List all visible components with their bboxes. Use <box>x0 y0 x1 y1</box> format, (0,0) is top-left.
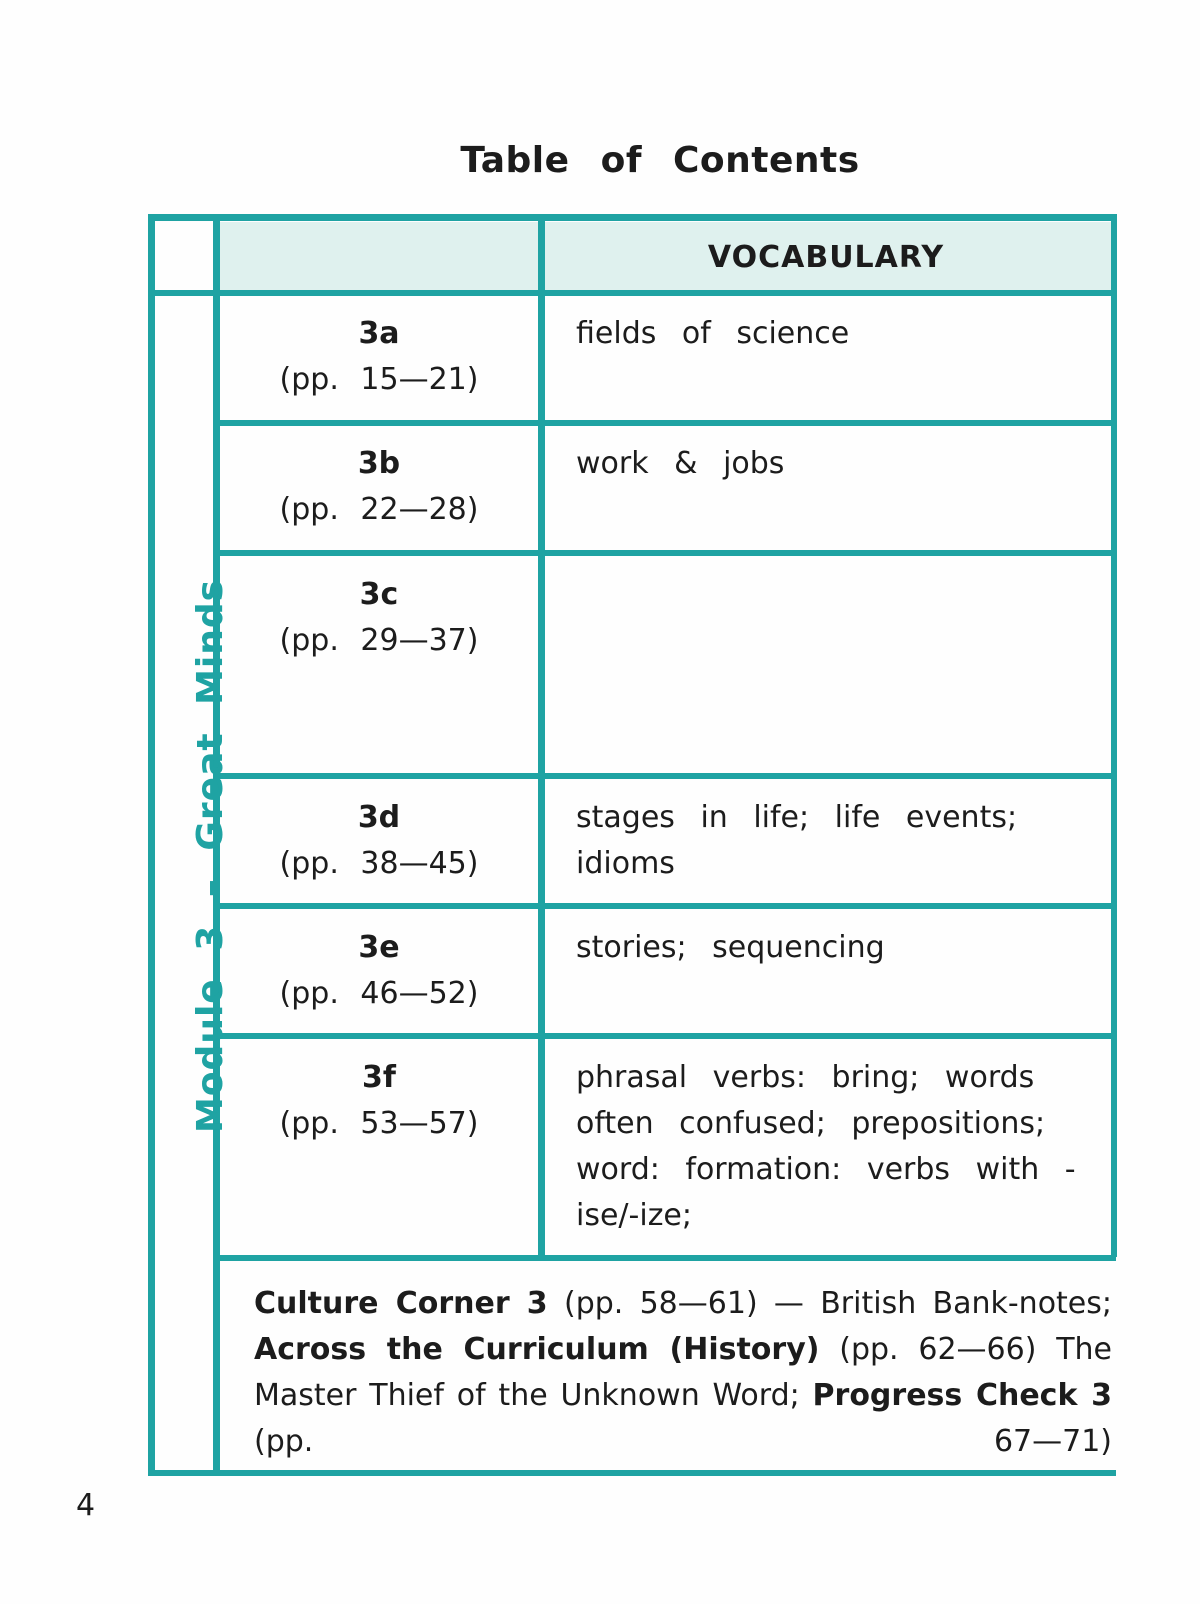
unit-pages: (pp. 29—37) <box>279 623 479 658</box>
unit-pages: (pp. 53—57) <box>279 1106 479 1141</box>
across-curriculum-title: Across the Curriculum (History) <box>254 1332 820 1367</box>
progress-check-pages: (pp. 67—71) <box>254 1424 1112 1459</box>
unit-cell <box>220 441 538 533</box>
unit-cell <box>220 311 538 403</box>
frame-top <box>148 214 1116 221</box>
vocabulary-column-header: VOCABULARY <box>707 239 945 275</box>
unit-code: 3c <box>359 577 399 612</box>
page-number: 4 <box>76 1488 96 1523</box>
frame-right <box>1111 214 1117 1257</box>
culture-corner-pages: (pp. 58—61) — British Bank-notes; <box>563 1286 1112 1321</box>
row-divider <box>213 420 1116 426</box>
unit-cell <box>220 572 538 664</box>
vocabulary-cell: stages in life; life events; idioms <box>576 800 1018 881</box>
row-divider <box>213 903 1116 909</box>
row-divider <box>213 773 1116 779</box>
vocabulary-cell: work & jobs <box>576 446 785 481</box>
vocabulary-cell: stories; sequencing <box>576 930 885 965</box>
unit-cell <box>220 795 538 887</box>
unit-code: 3a <box>358 316 400 351</box>
row-divider <box>213 550 1116 556</box>
frame-bottom <box>148 1470 1116 1476</box>
culture-corner-title: Culture Corner 3 <box>254 1286 548 1321</box>
unit-code: 3b <box>357 446 401 481</box>
progress-check-title: Progress Check 3 <box>812 1378 1112 1413</box>
footer-summary <box>254 1281 1112 1465</box>
unit-code: 3e <box>358 930 400 965</box>
unit-pages: (pp. 46—52) <box>279 976 479 1011</box>
header-fill-left <box>220 222 538 290</box>
module-label: Module 3 – Great Minds <box>190 578 231 1133</box>
frame-left <box>148 214 155 1476</box>
unit-pages: (pp. 38—45) <box>279 846 479 881</box>
unit-cell <box>220 925 538 1017</box>
vocabulary-cell: fields of science <box>576 316 850 351</box>
unit-column-divider <box>538 214 545 1257</box>
unit-pages: (pp. 15—21) <box>279 362 479 397</box>
page-title: Table of Contents <box>460 140 860 181</box>
row-divider <box>213 1033 1116 1039</box>
unit-pages: (pp. 22—28) <box>279 492 479 527</box>
row-divider <box>213 1255 1116 1261</box>
header-divider <box>148 290 1116 296</box>
unit-cell <box>220 1055 538 1147</box>
vocabulary-cell: phrasal verbs: bring; words often confused; prepositions; word: formation: verbs with -ise/-ize; <box>576 1060 1076 1233</box>
across-curriculum-text: (pp. 62—66) The Master Thief of the Unknown Word; <box>254 1332 1112 1413</box>
unit-code: 3d <box>357 800 401 835</box>
unit-code: 3f <box>362 1060 396 1095</box>
